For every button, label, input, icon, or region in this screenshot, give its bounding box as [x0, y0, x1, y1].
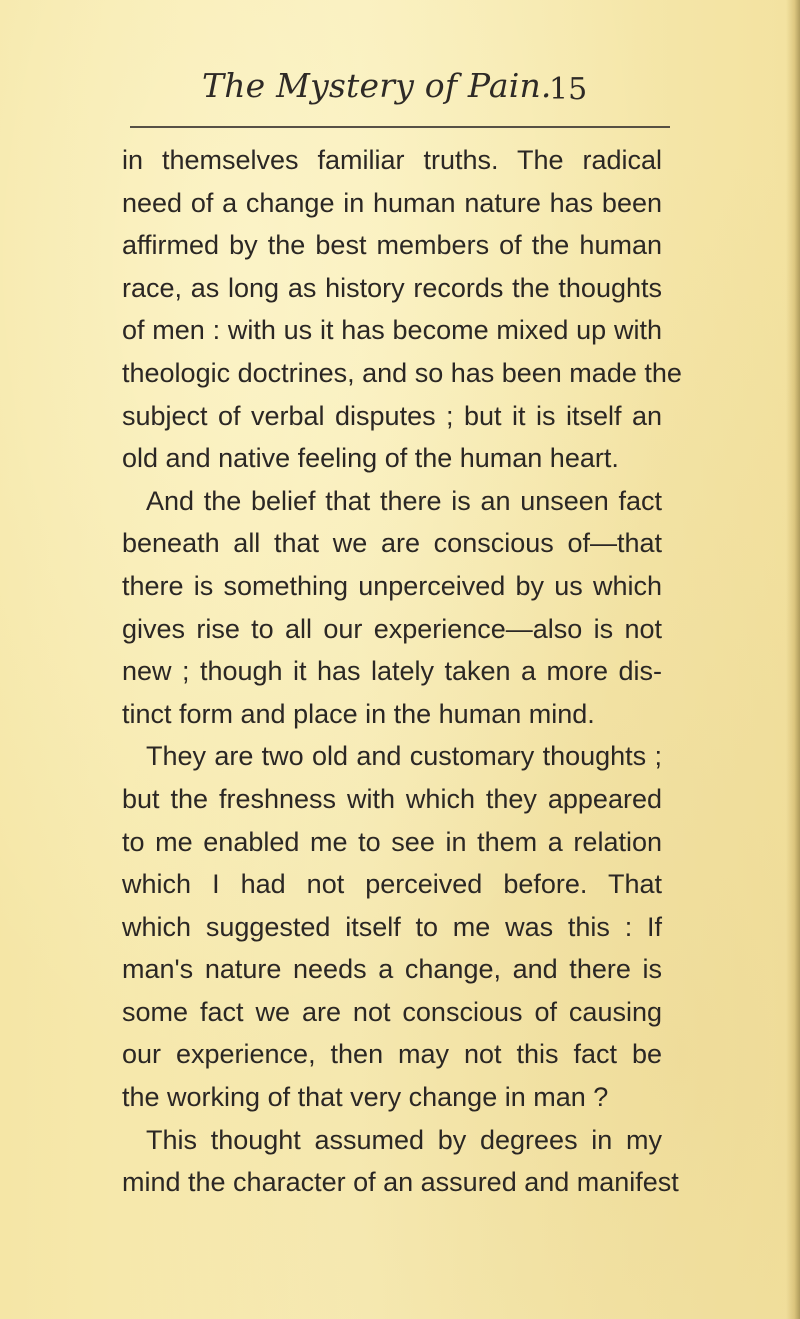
running-title: The Mystery of Pain.	[202, 66, 552, 105]
text-line: which suggested itself to me was this : If	[122, 911, 662, 942]
text-line: They are two old and customary thoughts ;	[146, 741, 662, 772]
text-line: in themselves familiar truths. The radical	[122, 145, 662, 175]
text-line: old and native feeling of the human heart.	[122, 443, 619, 474]
text-line: but the freshness with which they appeared	[122, 783, 662, 814]
text-line: gives rise to all our experience—also is not	[122, 613, 662, 644]
text-line: of men : with us it has become mixed up with	[122, 315, 662, 346]
body-text	[122, 139, 682, 1204]
page-header	[202, 66, 662, 116]
page-number: 15	[549, 72, 588, 107]
text-line: to me enabled me to see in them a relation	[122, 826, 662, 857]
text-line: race, as long as history records the thoughts	[122, 272, 662, 303]
header-rule	[130, 126, 670, 128]
text-line: our experience, then may not this fact be	[122, 1039, 662, 1070]
text-line: subject of verbal disputes ; but it is itself an	[122, 400, 662, 431]
text-line: the working of that very change in man ?	[122, 1082, 609, 1113]
text-line: beneath all that we are conscious of—that	[122, 528, 662, 559]
text-line: theologic doctrines, and so has been made the	[122, 357, 682, 388]
text-line: mind the character of an assured and manifest	[122, 1167, 679, 1198]
text-line: And the belief that there is an unseen fact	[146, 485, 662, 516]
text-line: there is something unperceived by us which	[122, 570, 662, 601]
page-edge-shadow	[786, 0, 800, 1319]
text-line: need of a change in human nature has been	[122, 187, 662, 218]
text-line: tinct form and place in the human mind.	[122, 698, 595, 729]
text-line: some fact we are not conscious of causing	[122, 996, 662, 1027]
text-line: new ; though it has lately taken a more dis-	[122, 656, 662, 687]
text-line: This thought assumed by degrees in my	[146, 1124, 662, 1155]
text-line: affirmed by the best members of the human	[122, 230, 662, 261]
text-line: which I had not perceived before. That	[122, 869, 662, 900]
text-line: man's nature needs a change, and there is	[122, 954, 662, 985]
